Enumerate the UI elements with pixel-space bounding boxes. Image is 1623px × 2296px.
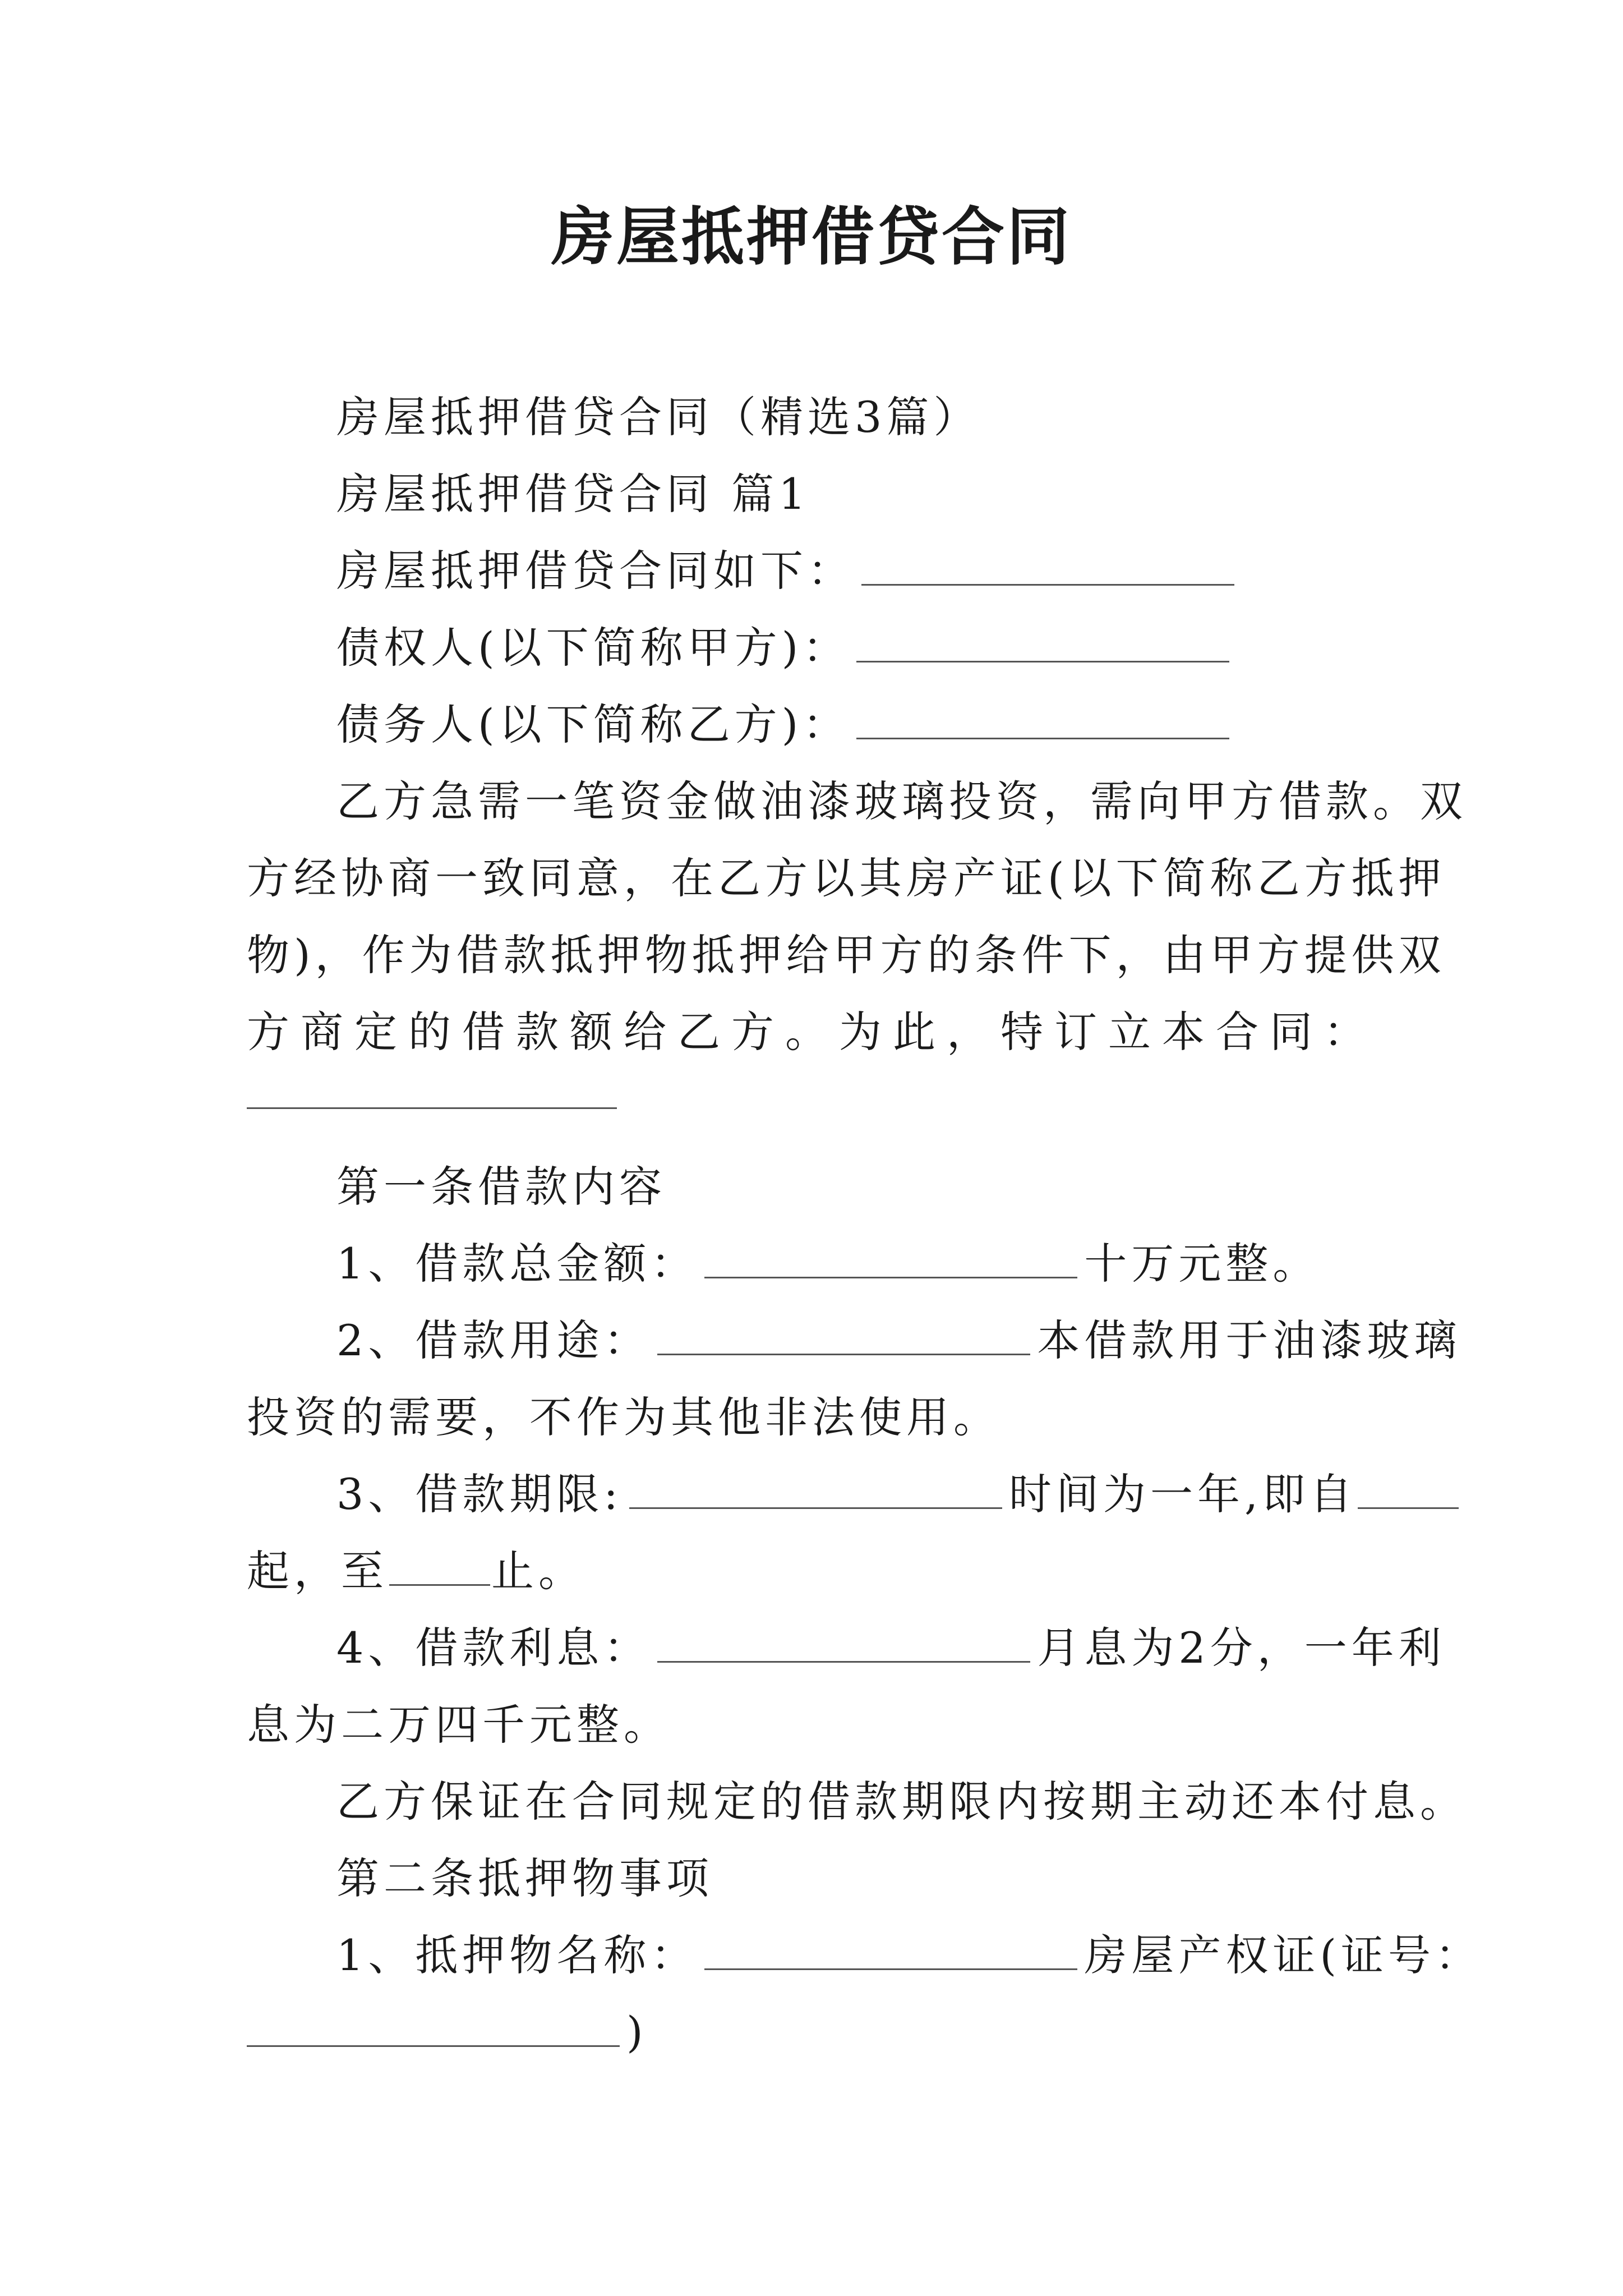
preamble-line-1: 乙方急需一笔资金做油漆玻璃投资，需向甲方借款。双 [336, 776, 1467, 826]
item2-suffix: 本借款用于油漆玻璃 [1037, 1315, 1461, 1365]
debtor-label: 债务人(以下简称乙方)： [336, 700, 850, 749]
debtor-blank [856, 705, 1229, 739]
item3-cont-b: 止。 [491, 1546, 585, 1596]
item4-continuation: 息为二万四千元整。 [247, 1700, 671, 1750]
item3-label: 3、借款期限: [336, 1469, 623, 1519]
item4-suffix: 月息为2分，一年利 [1037, 1623, 1446, 1673]
item4-label: 4、借款利息： [336, 1623, 651, 1673]
collateral-line [247, 1917, 1483, 1994]
section-heading: 房屋抵押借贷合同 篇1 [336, 469, 810, 519]
collateral-label: 1、抵押物名称： [336, 1930, 698, 1980]
preamble-line-2: 方经协商一致同意，在乙方以其房产证(以下简称乙方抵押 [247, 853, 1446, 903]
item4-line [247, 1609, 1446, 1686]
article1-heading: 第一条借款内容 [336, 1162, 666, 1212]
certificate-number-blank [247, 2013, 620, 2047]
item3-blank [629, 1475, 1002, 1509]
guarantee-line: 乙方保证在合同规定的借款期限内按期主动还本付息。 [336, 1777, 1467, 1826]
preamble-line-4: 方商定的借款额给乙方。为此，特订立本合同： [247, 1007, 1377, 1057]
document-body [247, 379, 1483, 2070]
item4-blank [657, 1628, 1030, 1663]
creditor-blank [856, 628, 1229, 662]
collateral-close: ) [626, 2007, 648, 2057]
item2-line [247, 1302, 1461, 1379]
item2-continuation: 投资的需要，不作为其他非法使用。 [247, 1392, 1000, 1442]
item3-cont-a: 起，至 [247, 1546, 388, 1596]
creditor-line [247, 609, 1376, 686]
item3-continuation [247, 1533, 1376, 1609]
collateral-suffix: 房屋产权证(证号： [1084, 1930, 1483, 1980]
item3-line [247, 1456, 1376, 1533]
creditor-label: 债权人(以下简称甲方)： [336, 623, 850, 673]
item3-start-blank [1358, 1475, 1459, 1509]
preamble-blank [247, 1070, 617, 1109]
debtor-line [247, 686, 1376, 763]
item3-suffix: 时间为一年,即自 [1008, 1469, 1357, 1519]
item3-end-blank [389, 1552, 490, 1586]
intro-label: 房屋抵押借贷合同如下： [336, 546, 855, 596]
collateral-blank [704, 1936, 1077, 1970]
item2-blank [657, 1321, 1030, 1355]
item1-blank [704, 1244, 1077, 1278]
page-title: 房屋抵押借贷合同 [551, 200, 1072, 274]
item2-label: 2、借款用途： [336, 1315, 651, 1365]
document-subtitle: 房屋抵押借贷合同（精选3篇） [336, 392, 981, 442]
collateral-continuation [240, 1994, 1376, 2070]
article2-heading: 第二条抵押物事项 [336, 1853, 713, 1903]
intro-blank [861, 551, 1234, 586]
intro-line [247, 532, 1376, 609]
item1-suffix: 十万元整。 [1084, 1239, 1320, 1289]
item1-line [247, 1225, 1376, 1302]
preamble-line-3: 物)，作为借款抵押物抵押给甲方的条件下，由甲方提供双 [247, 930, 1446, 980]
item1-label: 1、借款总金额： [336, 1239, 698, 1289]
